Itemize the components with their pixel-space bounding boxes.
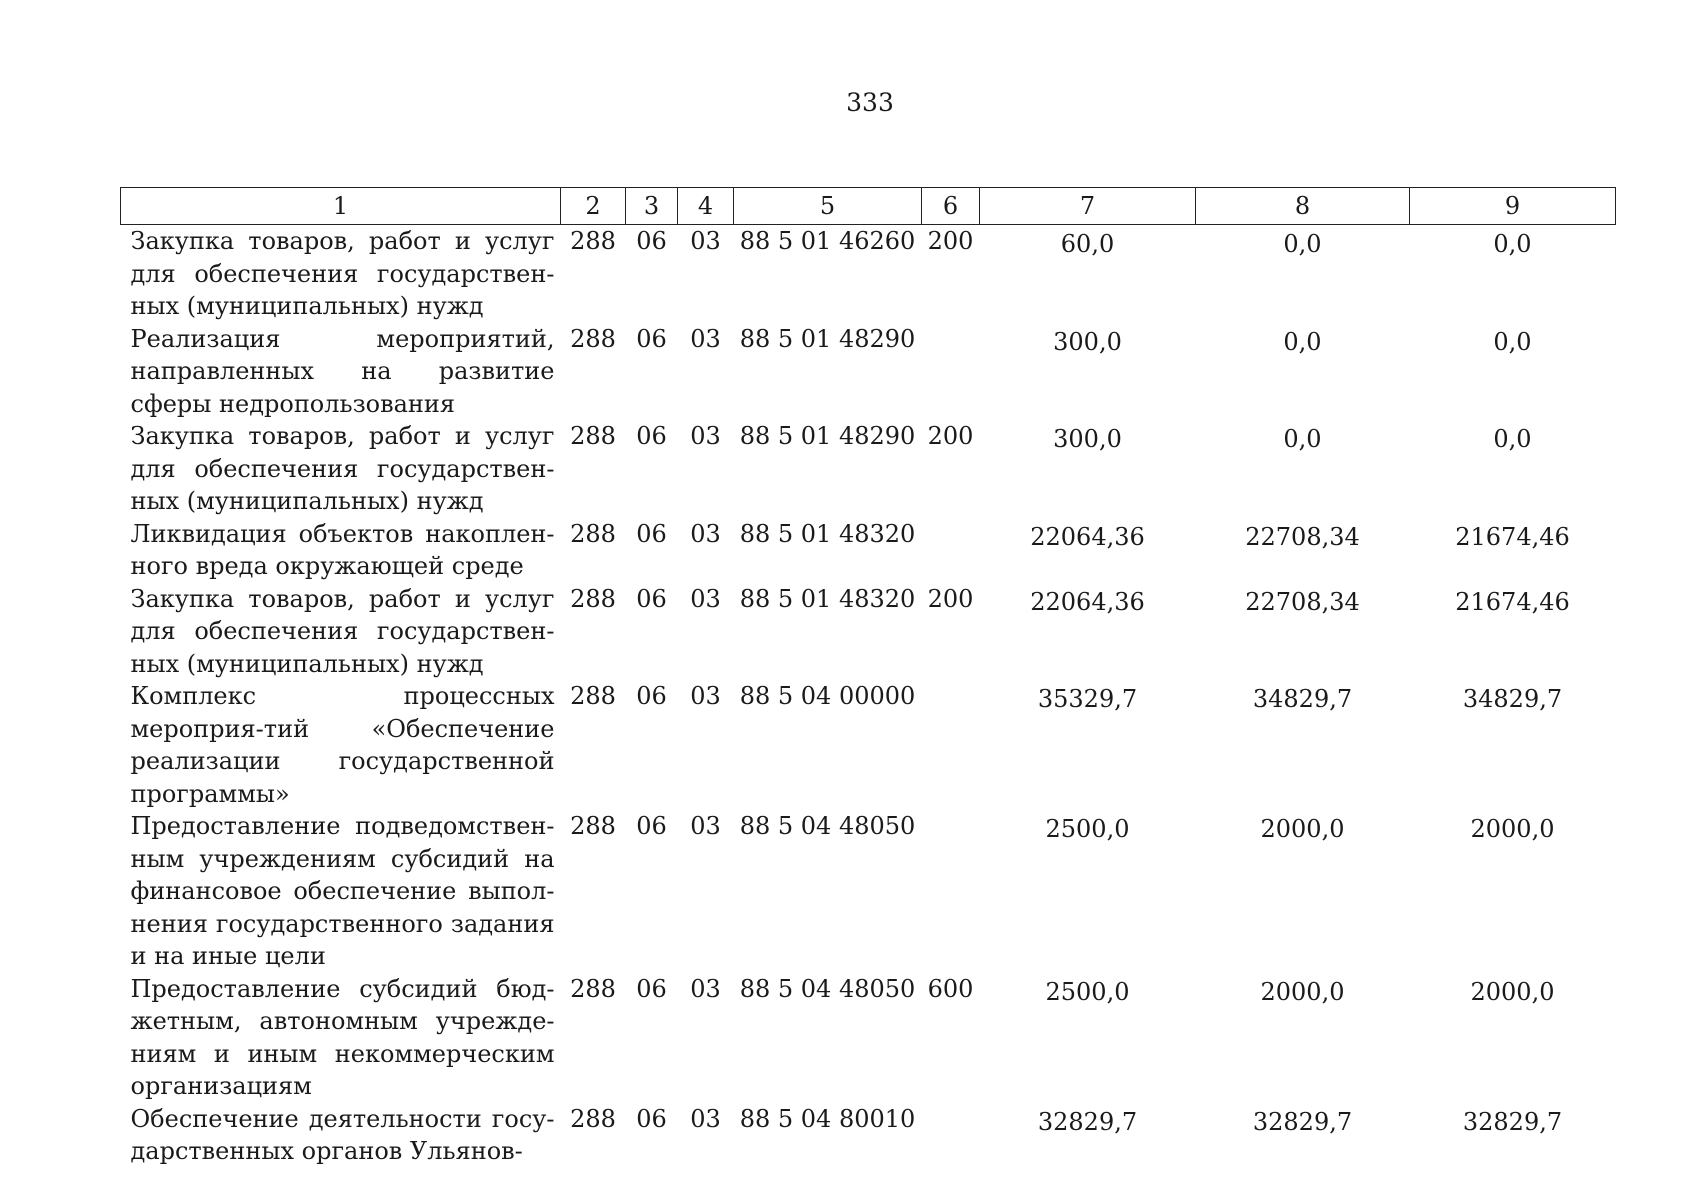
cell-col2: 288 bbox=[570, 1104, 616, 1133]
column-header: 5 bbox=[734, 188, 922, 225]
cell-col7: 32829,7 bbox=[1037, 1107, 1138, 1136]
row-name: Предоставление субсидий бюд-жетным, автономным учрежде-ниям и иным некоммерческим организациям bbox=[130, 974, 555, 1100]
table-row bbox=[121, 323, 1616, 421]
cell-col5: 88 5 01 48320 bbox=[739, 519, 916, 548]
cell-col3: 06 bbox=[636, 324, 667, 353]
cell-col5: 88 5 01 48290 bbox=[739, 324, 916, 353]
cell-col3: 06 bbox=[636, 422, 667, 450]
table-row bbox=[121, 583, 1616, 681]
cell-col9: 0,0 bbox=[1493, 230, 1532, 258]
budget-table bbox=[120, 187, 1616, 1168]
cell-col2: 288 bbox=[570, 974, 616, 1003]
cell-col8: 0,0 bbox=[1283, 425, 1322, 453]
cell-col4: 03 bbox=[690, 682, 721, 710]
cell-col7: 300,0 bbox=[1053, 425, 1122, 453]
cell-col6: 600 bbox=[927, 974, 974, 1003]
cell-col2: 288 bbox=[570, 227, 616, 255]
cell-col9: 32829,7 bbox=[1462, 1107, 1563, 1136]
row-name: Обеспечение деятельности госу-дарственных органов Ульянов- bbox=[130, 1104, 555, 1165]
column-header: 7 bbox=[980, 188, 1196, 225]
table-row bbox=[121, 518, 1616, 583]
row-name: Комплекс процессных мероприя-тий «Обеспечение реализации государственной программы» bbox=[130, 682, 555, 808]
cell-col4: 03 bbox=[690, 227, 721, 255]
cell-col9: 2000,0 bbox=[1470, 977, 1555, 1006]
cell-col2: 288 bbox=[570, 324, 616, 353]
cell-col8: 32829,7 bbox=[1252, 1107, 1353, 1136]
cell-col2: 288 bbox=[570, 682, 616, 710]
cell-col9: 21674,46 bbox=[1455, 522, 1570, 551]
row-name: Предоставление подведомствен-ным учреждениям субсидий на финансовое обеспечение выпол-нения государственного задания и на иные цели bbox=[130, 812, 555, 970]
row-name: Ликвидация объектов накоплен-ного вреда окружающей среде bbox=[130, 519, 555, 580]
table-row bbox=[121, 973, 1616, 1103]
cell-col4: 03 bbox=[690, 974, 721, 1003]
header-row bbox=[121, 188, 1616, 225]
cell-col7: 60,0 bbox=[1060, 230, 1115, 258]
cell-col6: 200 bbox=[927, 227, 974, 255]
cell-col4: 03 bbox=[690, 324, 721, 353]
cell-col5: 88 5 01 48290 bbox=[739, 422, 916, 450]
row-name: Закупка товаров, работ и услуг для обеспечения государствен-ных (муниципальных) нужд bbox=[130, 422, 555, 515]
table-row bbox=[121, 810, 1616, 973]
cell-col6 bbox=[922, 810, 980, 973]
cell-col2: 288 bbox=[570, 584, 616, 613]
cell-col2: 288 bbox=[570, 422, 616, 450]
cell-col3: 06 bbox=[636, 519, 667, 548]
table-row bbox=[121, 420, 1616, 518]
column-header: 8 bbox=[1196, 188, 1410, 225]
row-name: Закупка товаров, работ и услуг для обеспечения государствен-ных (муниципальных) нужд bbox=[130, 227, 555, 320]
table-row bbox=[121, 1103, 1616, 1168]
cell-col4: 03 bbox=[690, 1104, 721, 1133]
cell-col4: 03 bbox=[690, 812, 721, 840]
column-header: 1 bbox=[121, 188, 561, 225]
cell-col4: 03 bbox=[690, 422, 721, 450]
cell-col8: 34829,7 bbox=[1252, 685, 1353, 713]
cell-col6: 200 bbox=[927, 422, 974, 450]
cell-col4: 03 bbox=[690, 519, 721, 548]
cell-col6: 200 bbox=[927, 584, 974, 613]
table-row bbox=[121, 225, 1616, 323]
column-header: 6 bbox=[922, 188, 980, 225]
cell-col3: 06 bbox=[636, 1104, 667, 1133]
cell-col7: 35329,7 bbox=[1037, 685, 1138, 713]
cell-col5: 88 5 01 46260 bbox=[739, 227, 916, 255]
cell-col7: 2500,0 bbox=[1045, 977, 1130, 1006]
cell-col8: 0,0 bbox=[1283, 327, 1322, 356]
cell-col9: 0,0 bbox=[1493, 425, 1532, 453]
cell-col9: 2000,0 bbox=[1470, 815, 1555, 843]
row-name: Реализация мероприятий, направленных на развитие сферы недропользования bbox=[130, 324, 555, 418]
cell-col8: 2000,0 bbox=[1260, 815, 1345, 843]
cell-col7: 300,0 bbox=[1053, 327, 1122, 356]
cell-col8: 22708,34 bbox=[1245, 522, 1360, 551]
cell-col7: 22064,36 bbox=[1030, 522, 1145, 551]
cell-col6 bbox=[922, 323, 980, 421]
cell-col9: 21674,46 bbox=[1455, 587, 1570, 616]
cell-col3: 06 bbox=[636, 584, 667, 613]
cell-col2: 288 bbox=[570, 812, 616, 840]
cell-col5: 88 5 04 00000 bbox=[739, 682, 916, 710]
cell-col8: 0,0 bbox=[1283, 230, 1322, 258]
column-header: 9 bbox=[1410, 188, 1616, 225]
cell-col3: 06 bbox=[636, 682, 667, 710]
cell-col9: 0,0 bbox=[1493, 327, 1532, 356]
cell-col3: 06 bbox=[636, 974, 667, 1003]
cell-col3: 06 bbox=[636, 227, 667, 255]
cell-col5: 88 5 04 48050 bbox=[739, 812, 916, 840]
table-row bbox=[121, 680, 1616, 810]
cell-col5: 88 5 04 80010 bbox=[739, 1104, 916, 1133]
column-header: 3 bbox=[626, 188, 678, 225]
cell-col2: 288 bbox=[570, 519, 616, 548]
cell-col6 bbox=[922, 1103, 980, 1168]
row-name: Закупка товаров, работ и услуг для обеспечения государствен-ных (муниципальных) нужд bbox=[130, 584, 555, 678]
cell-col7: 2500,0 bbox=[1045, 815, 1130, 843]
column-header: 4 bbox=[678, 188, 734, 225]
cell-col3: 06 bbox=[636, 812, 667, 840]
cell-col6 bbox=[922, 680, 980, 810]
cell-col5: 88 5 01 48320 bbox=[739, 584, 916, 613]
column-header: 2 bbox=[561, 188, 626, 225]
cell-col4: 03 bbox=[690, 584, 721, 613]
cell-col8: 22708,34 bbox=[1245, 587, 1360, 616]
cell-col7: 22064,36 bbox=[1030, 587, 1145, 616]
cell-col9: 34829,7 bbox=[1462, 685, 1563, 713]
page-number: 333 bbox=[846, 88, 894, 117]
cell-col8: 2000,0 bbox=[1260, 977, 1345, 1006]
cell-col6 bbox=[922, 518, 980, 583]
cell-col5: 88 5 04 48050 bbox=[739, 974, 916, 1003]
